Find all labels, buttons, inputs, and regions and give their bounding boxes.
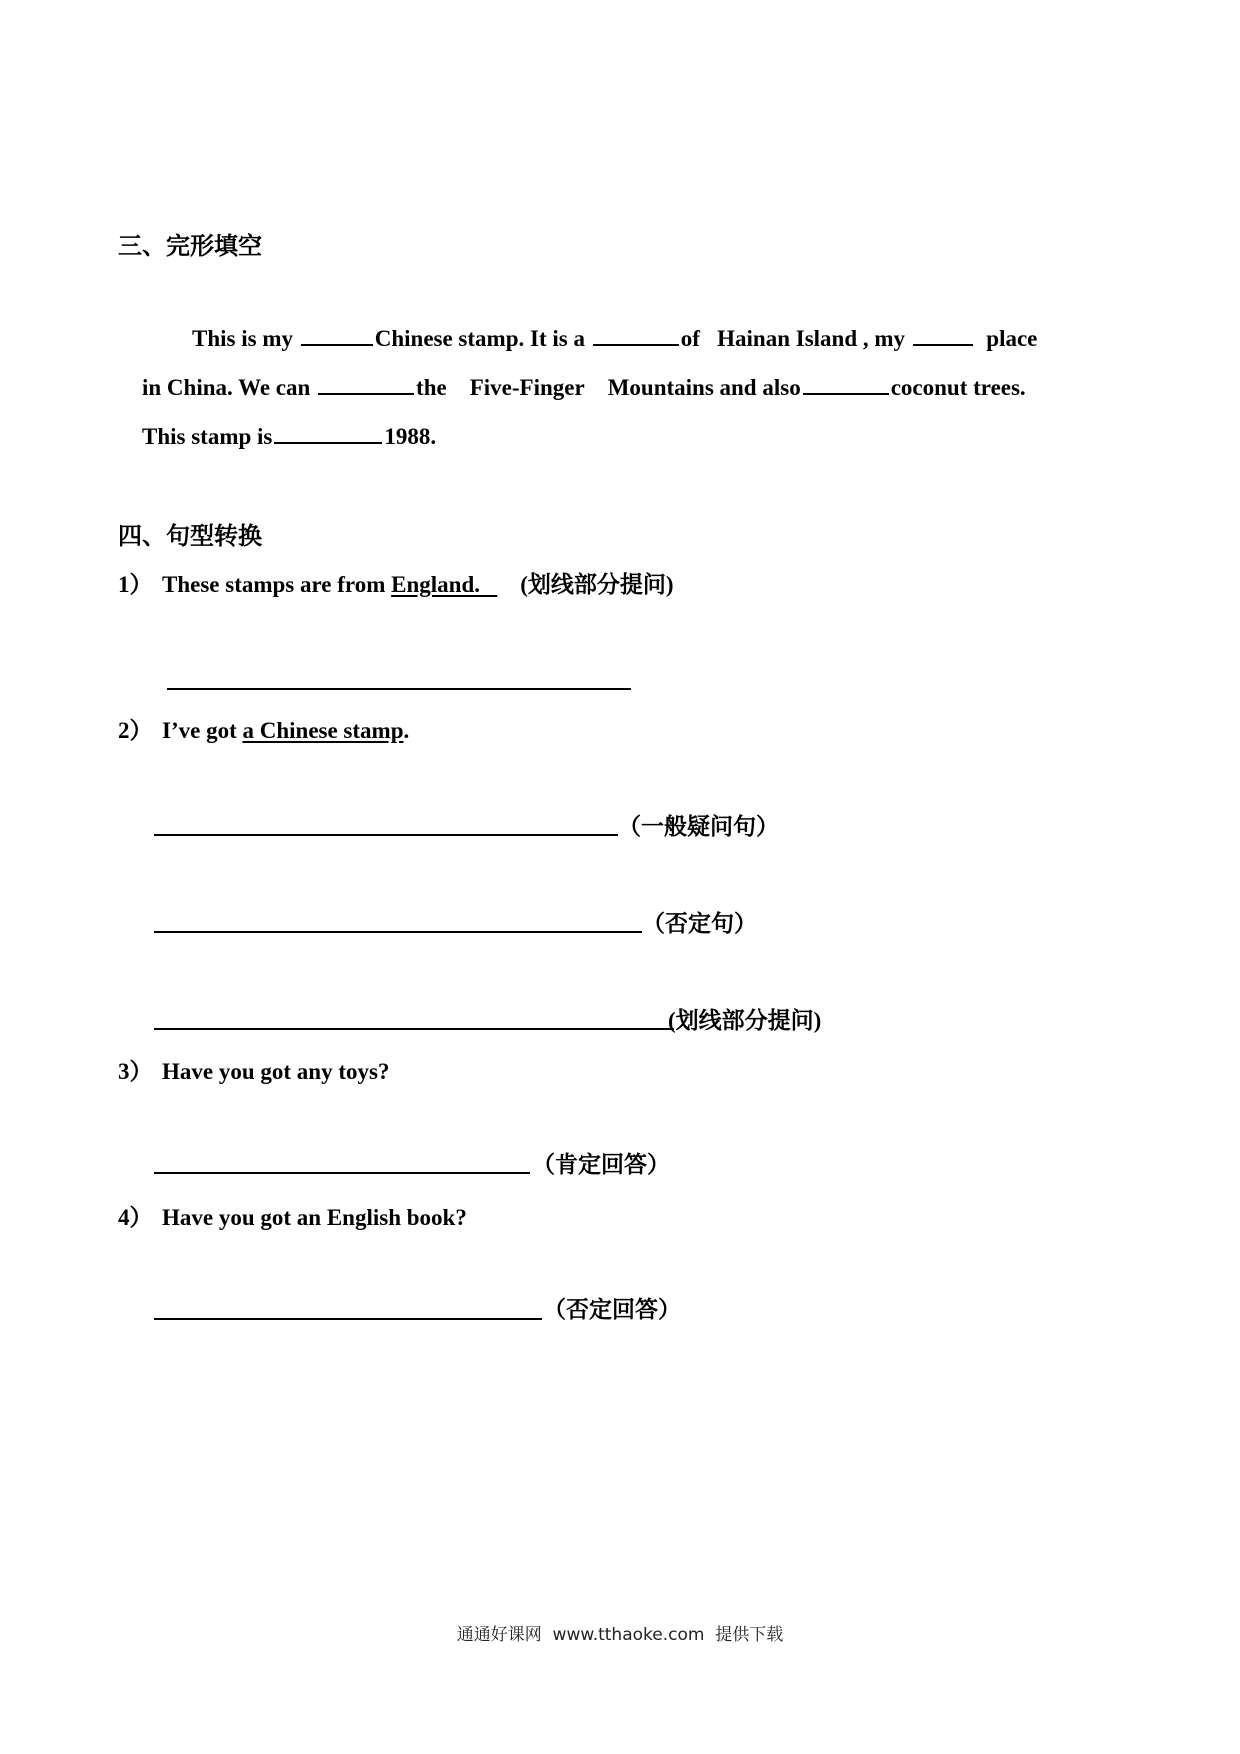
cloze-line-1 [192, 322, 1037, 352]
answer-line-4[interactable] [154, 1318, 542, 1320]
instruction-note: （肯定回答） [532, 1152, 670, 1177]
cloze-text: the [416, 375, 447, 400]
cloze-blank-2[interactable] [593, 322, 679, 346]
question-number: 1） [118, 572, 153, 597]
instruction-note: （一般疑问句） [618, 814, 779, 839]
question-text: Have you got an English book? [162, 1205, 467, 1230]
question-2 [118, 712, 409, 745]
cloze-line-3 [142, 420, 436, 450]
question-text: Have you got any toys? [162, 1059, 390, 1084]
question-3 [118, 1053, 389, 1086]
cloze-blank-6[interactable] [274, 420, 382, 444]
question-end: . [403, 718, 410, 743]
cloze-text: coconut trees. [890, 375, 1026, 400]
cloze-text: Hainan Island , my [717, 326, 906, 351]
underlined-part: England. [391, 572, 480, 597]
section-3-heading: 三、完形填空 [118, 234, 262, 260]
question-number: 3） [118, 1059, 153, 1084]
question-number: 4） [118, 1205, 153, 1230]
answer-line-2c[interactable] [154, 1028, 674, 1030]
answer-line-3[interactable] [154, 1172, 530, 1174]
question-text: These stamps are from [162, 572, 392, 597]
cloze-blank-1[interactable] [301, 322, 373, 346]
question-1 [118, 566, 674, 599]
answer-line-1[interactable] [167, 688, 631, 690]
cloze-text: place [986, 326, 1038, 351]
cloze-blank-5[interactable] [803, 371, 889, 395]
answer-line-2a[interactable] [154, 834, 618, 836]
cloze-blank-4[interactable] [318, 371, 414, 395]
question-number: 2） [118, 718, 153, 743]
instruction-note: （否定回答） [543, 1297, 681, 1322]
answer-line-2b[interactable] [154, 931, 642, 933]
cloze-text: of [680, 326, 700, 351]
cloze-blank-3[interactable] [913, 322, 973, 346]
cloze-text: This stamp is [142, 424, 273, 449]
cloze-line-2 [142, 371, 1026, 401]
cloze-text: in China. We can [142, 375, 311, 400]
footer-text: 通通好课网 www.tthaoke.com 提供下载 [456, 1625, 784, 1645]
cloze-text: Chinese stamp. It is a [374, 326, 585, 351]
instruction-note: (划线部分提问) [520, 572, 674, 597]
section-4-heading: 四、句型转换 [118, 524, 262, 550]
cloze-text: Five-Finger [469, 375, 585, 400]
underlined-part: a Chinese stamp [242, 718, 404, 743]
cloze-text: This is my [192, 326, 293, 351]
cloze-text: Mountains and also [607, 375, 801, 400]
instruction-note: (划线部分提问) [668, 1008, 822, 1033]
cloze-text: 1988. [384, 424, 437, 449]
instruction-note: （否定句） [642, 911, 757, 936]
question-4 [118, 1199, 467, 1232]
underline-tail [480, 572, 497, 597]
question-text: I’ve got [162, 718, 243, 743]
